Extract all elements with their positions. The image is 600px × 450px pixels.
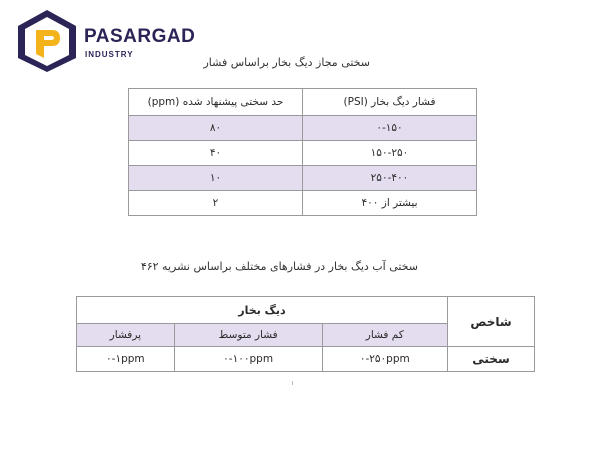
table-header-row	[77, 297, 535, 324]
divider	[292, 381, 293, 385]
cell-pressure: ۲۵۰-۴۰۰	[303, 166, 477, 191]
table2-caption: سختی آب دیگ بخار در فشارهای مختلف براساس نشریه ۴۶۲	[140, 260, 418, 273]
cell-medium-pressure: ۰-۱۰۰ppm	[174, 347, 322, 372]
boiler-hardness-table	[76, 296, 535, 372]
header-index: شاخص	[448, 297, 535, 347]
cell-high-pressure: ۰-۱ppm	[77, 347, 175, 372]
brand-logo	[14, 8, 196, 74]
cell-pressure: بیشتر از ۴۰۰	[303, 191, 477, 216]
pressure-hardness-table	[128, 88, 477, 216]
cell-low-pressure: ۰-۲۵۰ppm	[322, 347, 447, 372]
cell-pressure: ۱۵۰-۲۵۰	[303, 141, 477, 166]
table-row	[77, 347, 535, 372]
cell-hardness: ۴۰	[129, 141, 303, 166]
header-low-pressure: کم فشار	[322, 324, 447, 347]
cell-hardness: ۸۰	[129, 116, 303, 141]
pasargad-logo-icon	[14, 8, 80, 74]
brand-subtitle: INDUSTRY	[85, 50, 134, 59]
table-row	[129, 116, 477, 141]
row-label-hardness: سختی	[448, 347, 535, 372]
header-hardness: حد سختی پیشنهاد شده (ppm)	[129, 89, 303, 116]
header-pressure: فشار دیگ بخار (PSI)	[303, 89, 477, 116]
cell-pressure: ۰-۱۵۰	[303, 116, 477, 141]
cell-hardness: ۲	[129, 191, 303, 216]
brand-name: PASARGAD	[84, 26, 196, 47]
header-high-pressure: پرفشار	[77, 324, 175, 347]
header-boiler: دیگ بخار	[77, 297, 448, 324]
table1-caption: سختی مجاز دیگ بخار براساس فشار	[203, 56, 370, 69]
table-header-row	[129, 89, 477, 116]
table-row	[129, 141, 477, 166]
cell-hardness: ۱۰	[129, 166, 303, 191]
table-row	[129, 166, 477, 191]
table-row	[129, 191, 477, 216]
header-medium-pressure: فشار متوسط	[174, 324, 322, 347]
